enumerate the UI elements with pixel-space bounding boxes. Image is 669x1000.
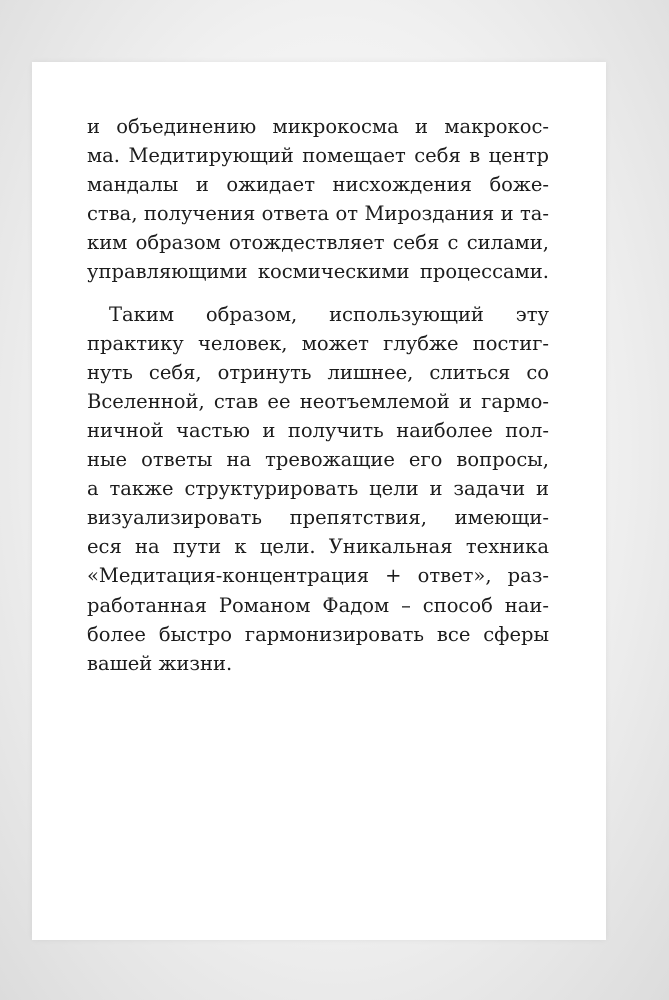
text-line: вашей жизни. (87, 651, 233, 675)
text-line: управляющими космическими процессами. (87, 260, 549, 284)
text-line: ства, получения ответа от Мироздания и та- (87, 202, 549, 226)
paragraph-spacer (87, 287, 549, 300)
paragraph (87, 300, 549, 678)
text-line: визуализировать препятствия, имеющи- (87, 506, 549, 530)
text-line: нуть себя, отринуть лишнее, слиться со (87, 360, 549, 384)
text-line: ма. Медитирующий помещает себя в центр (87, 144, 549, 168)
text-line: практику человек, может глубже постиг- (87, 331, 549, 355)
text-line: работанная Романом Фадом – способ наи- (87, 593, 549, 617)
text-line: а также структурировать цели и задачи и (87, 477, 549, 501)
text-line: ким образом отождествляет себя с силами, (87, 231, 549, 255)
text-line: более быстро гармонизировать все сферы (87, 622, 549, 646)
text-line: ные ответы на тревожащие его вопросы, (87, 448, 549, 472)
text-line: и объединению микрокосма и макрокос- (87, 115, 549, 138)
book-page (32, 62, 606, 940)
text-line: ничной частью и получить наиболее пол- (87, 418, 549, 442)
text-line: мандалы и ожидает нисхождения боже- (87, 173, 549, 197)
paragraph (87, 112, 549, 287)
text-line: Вселенной, став ее неотъемлемой и гармо- (87, 389, 549, 413)
text-line: «Медитация-концентрация + ответ», раз- (87, 564, 549, 588)
text-line: Таким образом, использующий эту (109, 302, 549, 326)
page-text (87, 112, 549, 678)
text-line: еся на пути к цели. Уникальная техника (87, 535, 549, 559)
